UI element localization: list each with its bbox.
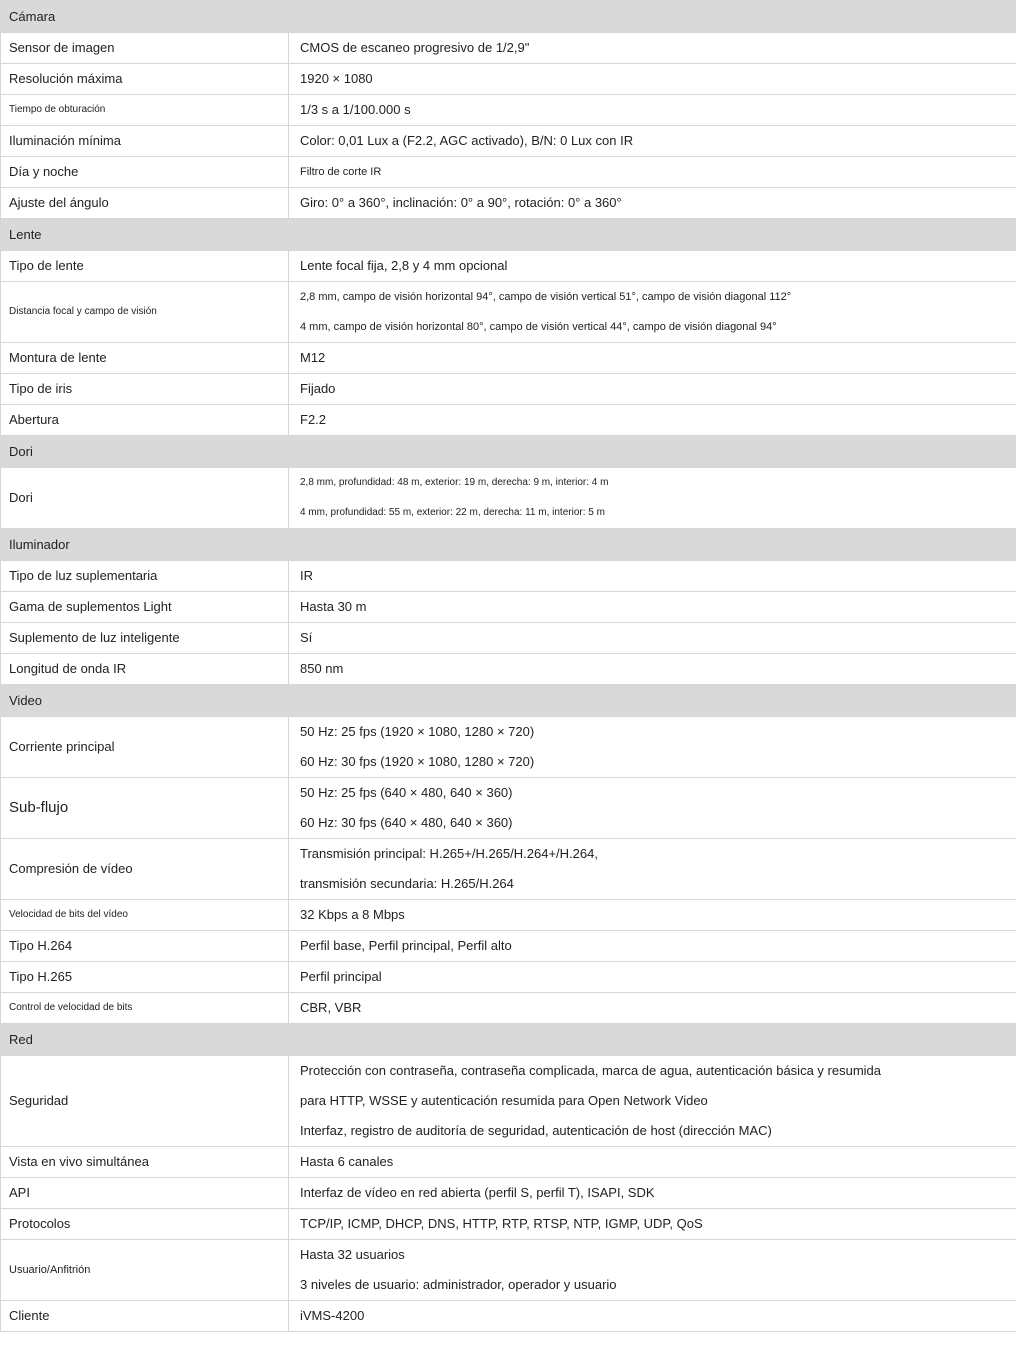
row-value: F2.2	[300, 412, 327, 427]
row-value: Giro: 0° a 360°, inclinación: 0° a 90°, rotación: 0° a 360°	[300, 195, 622, 210]
row-value: 3 niveles de usuario: administrador, operador y usuario	[300, 1277, 617, 1292]
row-value: 60 Hz: 30 fps (640 × 480, 640 × 360)	[300, 815, 513, 830]
row-label: Sensor de imagen	[1, 33, 289, 64]
section-title: Lente	[1, 219, 1016, 251]
row-value: Filtro de corte IR	[300, 166, 382, 178]
row-value: 32 Kbps a 8 Mbps	[300, 907, 405, 922]
table-row	[1, 1301, 1016, 1332]
table-row	[1, 778, 1016, 839]
table-row	[1, 282, 1016, 343]
row-value: Hasta 6 canales	[300, 1154, 394, 1169]
section-title: Video	[1, 685, 1016, 717]
row-label: Tipo H.265	[1, 962, 289, 993]
table-row	[1, 343, 1016, 374]
row-label: Control de velocidad de bits	[1, 993, 289, 1024]
table-row	[1, 993, 1016, 1024]
row-value: Lente focal fija, 2,8 y 4 mm opcional	[300, 258, 508, 273]
row-label: Sub-flujo	[1, 778, 289, 839]
row-label: Distancia focal y campo de visión	[1, 282, 289, 343]
table-row	[1, 839, 1016, 900]
row-value: Interfaz, registro de auditoría de seguridad, autenticación de host (dirección MAC)	[300, 1123, 772, 1138]
row-label: Protocolos	[1, 1209, 289, 1240]
table-row	[1, 1240, 1016, 1301]
section-header-dori	[1, 436, 1016, 468]
section-header-lente	[1, 219, 1016, 251]
row-value: Sí	[300, 630, 313, 645]
table-row	[1, 251, 1016, 282]
row-label: Dori	[1, 468, 289, 529]
section-header-red	[1, 1024, 1016, 1056]
row-value: 60 Hz: 30 fps (1920 × 1080, 1280 × 720)	[300, 754, 535, 769]
row-label: Compresión de vídeo	[1, 839, 289, 900]
row-label: Tipo H.264	[1, 931, 289, 962]
row-value: 2,8 mm, campo de visión horizontal 94°, campo de visión vertical 51°, campo de visión diagonal 112°	[300, 291, 792, 303]
table-row	[1, 374, 1016, 405]
row-value: Interfaz de vídeo en red abierta (perfil S, perfil T), ISAPI, SDK	[300, 1185, 655, 1200]
row-value: 1/3 s a 1/100.000 s	[300, 102, 411, 117]
table-row	[1, 1056, 1016, 1147]
section-title: Cámara	[1, 1, 1016, 33]
table-row	[1, 1178, 1016, 1209]
row-value: Hasta 30 m	[300, 599, 367, 614]
table-row	[1, 405, 1016, 436]
row-label: Iluminación mínima	[1, 126, 289, 157]
section-title: Iluminador	[1, 529, 1016, 561]
row-label: Día y noche	[1, 157, 289, 188]
table-row	[1, 654, 1016, 685]
section-header-video	[1, 685, 1016, 717]
section-header-camara	[1, 1, 1016, 33]
row-label: Cliente	[1, 1301, 289, 1332]
row-value: iVMS-4200	[300, 1308, 365, 1323]
table-row	[1, 592, 1016, 623]
row-label: Vista en vivo simultánea	[1, 1147, 289, 1178]
row-value: CMOS de escaneo progresivo de 1/2,9"	[300, 40, 530, 55]
row-label: Tiempo de obturación	[1, 95, 289, 126]
row-value: Protección con contraseña, contraseña complicada, marca de agua, autenticación básica y resumida	[300, 1063, 881, 1078]
row-value: Perfil base, Perfil principal, Perfil alto	[300, 938, 512, 953]
row-value: 4 mm, profundidad: 55 m, exterior: 22 m, derecha: 11 m, interior: 5 m	[300, 507, 605, 518]
table-row	[1, 717, 1016, 778]
section-header-iluminador	[1, 529, 1016, 561]
row-label: Montura de lente	[1, 343, 289, 374]
table-row	[1, 126, 1016, 157]
section-title: Dori	[1, 436, 1016, 468]
row-label: Abertura	[1, 405, 289, 436]
table-row	[1, 1209, 1016, 1240]
row-label: Velocidad de bits del vídeo	[1, 900, 289, 931]
table-row	[1, 64, 1016, 95]
row-label: Usuario/Anfitrión	[1, 1240, 289, 1301]
table-row	[1, 95, 1016, 126]
row-label: Tipo de lente	[1, 251, 289, 282]
row-label: API	[1, 1178, 289, 1209]
row-value: 850 nm	[300, 661, 344, 676]
row-value: 1920 × 1080	[300, 71, 373, 86]
table-row	[1, 962, 1016, 993]
row-label: Suplemento de luz inteligente	[1, 623, 289, 654]
table-row	[1, 157, 1016, 188]
row-value: Transmisión principal: H.265+/H.265/H.264+/H.264,	[300, 846, 598, 861]
row-label: Resolución máxima	[1, 64, 289, 95]
row-value: para HTTP, WSSE y autenticación resumida para Open Network Video	[300, 1093, 708, 1108]
table-row	[1, 1147, 1016, 1178]
row-value: Fijado	[300, 381, 336, 396]
table-row	[1, 931, 1016, 962]
row-value: 2,8 mm, profundidad: 48 m, exterior: 19 m, derecha: 9 m, interior: 4 m	[300, 477, 609, 488]
row-label: Seguridad	[1, 1056, 289, 1147]
row-value: 50 Hz: 25 fps (640 × 480, 640 × 360)	[300, 785, 513, 800]
row-value: Perfil principal	[300, 969, 382, 984]
table-row	[1, 623, 1016, 654]
row-value: 50 Hz: 25 fps (1920 × 1080, 1280 × 720)	[300, 724, 535, 739]
row-value: IR	[300, 568, 313, 583]
row-value: Hasta 32 usuarios	[300, 1247, 405, 1262]
table-row	[1, 900, 1016, 931]
table-row	[1, 561, 1016, 592]
row-label: Ajuste del ángulo	[1, 188, 289, 219]
row-label: Tipo de luz suplementaria	[1, 561, 289, 592]
row-label: Gama de suplementos Light	[1, 592, 289, 623]
row-value: M12	[300, 350, 326, 365]
table-row	[1, 468, 1016, 529]
row-label: Longitud de onda IR	[1, 654, 289, 685]
table-row	[1, 33, 1016, 64]
row-value: TCP/IP, ICMP, DHCP, DNS, HTTP, RTP, RTSP, NTP, IGMP, UDP, QoS	[300, 1216, 703, 1231]
row-value: Color: 0,01 Lux a (F2.2, AGC activado), B/N: 0 Lux con IR	[300, 133, 634, 148]
row-label: Tipo de iris	[1, 374, 289, 405]
row-label: Corriente principal	[1, 717, 289, 778]
table-row	[1, 188, 1016, 219]
row-value: 4 mm, campo de visión horizontal 80°, campo de visión vertical 44°, campo de visión diagonal 94°	[300, 321, 777, 333]
row-value: transmisión secundaria: H.265/H.264	[300, 876, 514, 891]
section-title: Red	[1, 1024, 1016, 1056]
row-value: CBR, VBR	[300, 1000, 362, 1015]
